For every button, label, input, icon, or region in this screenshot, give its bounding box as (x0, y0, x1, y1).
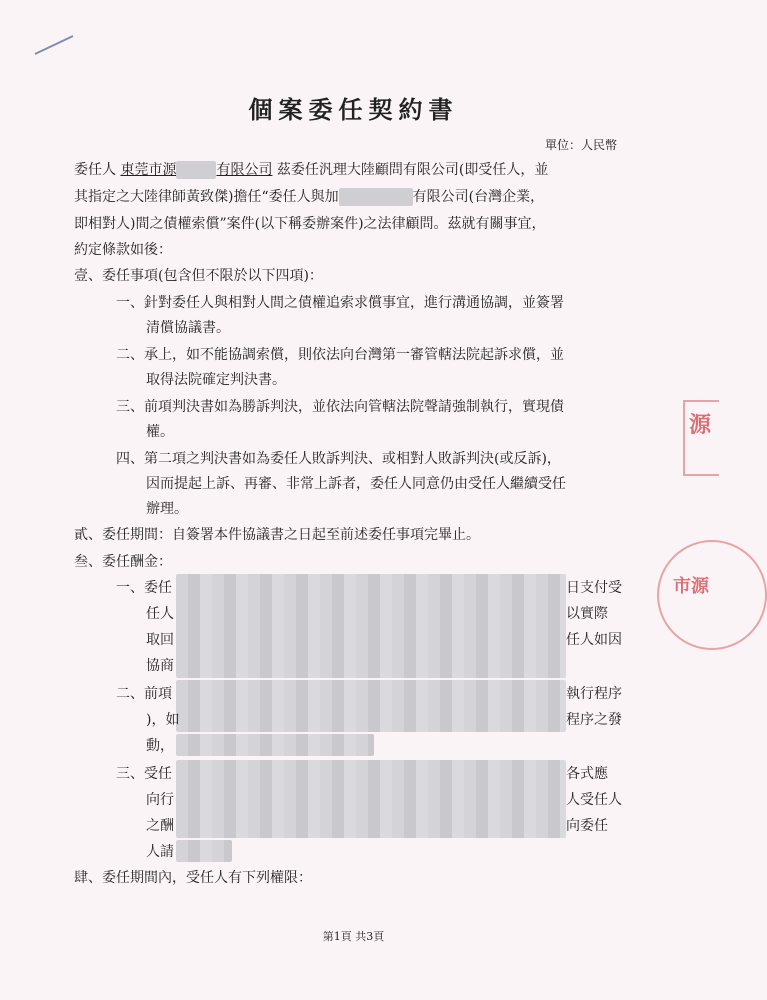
sec3-p3-line-1-end: 各式應 (566, 766, 608, 782)
pen-mark-icon (33, 34, 75, 56)
client-name-part2: 有限公司 (216, 162, 273, 178)
sec3-p3-line-1-start: 三、受任 (116, 766, 172, 782)
intro-line-2 (74, 187, 544, 207)
intro-line-4: 約定條款如後： (74, 242, 172, 258)
intro-line-1 (74, 160, 548, 180)
sec3-p3-line-2-start: 向行 (146, 792, 174, 808)
page-number: 第1頁 共3頁 (322, 930, 385, 943)
redacted-block (176, 654, 456, 676)
sec1-item-3-line-2: 權。 (146, 424, 174, 440)
sec1-item-2-line-2: 取得法院確定判決書。 (146, 372, 286, 388)
sec3-p2-line-2-end: 程序之發 (566, 712, 622, 728)
redacted-block (176, 840, 232, 862)
client-name-part1: 東莞市源 (120, 162, 177, 178)
sec1-item-4-line-3: 辦理。 (146, 501, 188, 517)
sec1-item-4-line-1: 四、第二項之判決書如為委任人敗訴判決、或相對人敗訴判決(或反訴)， (116, 451, 561, 467)
sec1-item-4-line-2: 因而提起上訴、再審、非常上訴者，委任人同意仍由受任人繼續受任 (146, 476, 566, 492)
company-seal-top: 源 (683, 400, 719, 476)
redaction (176, 161, 216, 179)
sec1-item-1-line-1: 一、針對委任人與相對人間之債權追索求償事宜，進行溝通協調，並簽署 (116, 295, 564, 311)
sec3-p2-line-1-start: 二、前項 (116, 686, 172, 702)
currency-unit: 單位：人民幣 (544, 138, 617, 152)
sec3-p1-line-1-end: 日支付受 (566, 580, 622, 596)
sec1-item-1-line-2: 清償協議書。 (146, 320, 230, 336)
sec3-p2-line-3-start: 動， (146, 738, 174, 754)
redacted-block (176, 680, 566, 732)
intro-text: 其指定之大陸律師黃致傑)擔任“委任人與加 (74, 189, 339, 205)
sec3-p3-line-3-start: 之酬 (146, 818, 174, 834)
intro-prefix: 委任人 (74, 162, 116, 178)
section-3-heading: 叁、委任酬金： (74, 554, 172, 570)
redacted-block (176, 734, 374, 756)
sec1-item-3-line-1: 三、前項判決書如為勝訴判決，並依法向管轄法院聲請強制執行，實現債 (116, 399, 564, 415)
sec3-p1-line-4-start: 協商 (146, 658, 174, 674)
section-4-heading: 肆、委任期間內，受任人有下列權限： (74, 870, 312, 886)
redaction (339, 188, 413, 206)
section-2-heading: 貳、委任期間：自簽署本件協議書之日起至前述委任事項完畢止。 (74, 527, 480, 543)
sec3-p3-line-2-end: 人受任人 (566, 792, 622, 808)
client-name (120, 162, 272, 178)
company-seal-bottom: 市源 (657, 540, 767, 650)
intro-text: 有限公司(台灣企業， (412, 189, 545, 205)
intro-line-3: 即相對人)間之債權索償”案件(以下稱委辦案件)之法律顧問。茲就有關事宜， (74, 216, 546, 232)
sec3-p2-line-2-start: )，如 (146, 712, 180, 728)
redacted-block (176, 760, 566, 838)
intro-text: 茲委任汎理大陸顧問有限公司(即受任人，並 (276, 162, 549, 178)
sec3-p3-line-3-end: 向委任 (566, 818, 608, 834)
document-title: 個案委任契約書 (248, 95, 459, 124)
sec1-item-2-line-1: 二、承上，如不能協調索償，則依法向台灣第一審管轄法院起訴求償，並 (116, 347, 564, 363)
sec3-p1-line-1-start: 一、委任 (116, 580, 172, 596)
sec3-p3-line-4-start: 人請 (146, 844, 174, 860)
sec3-p2-line-1-end: 執行程序 (566, 686, 622, 702)
section-1-heading: 壹、委任事項(包含但不限於以下四項)： (74, 268, 323, 284)
sec3-p1-line-3-start: 取回 (146, 632, 174, 648)
sec3-p1-line-2-start: 任人 (146, 606, 174, 622)
sec3-p1-line-3-end: 任人如因 (566, 632, 622, 648)
sec3-p1-line-2-end: 以實際 (566, 606, 608, 622)
